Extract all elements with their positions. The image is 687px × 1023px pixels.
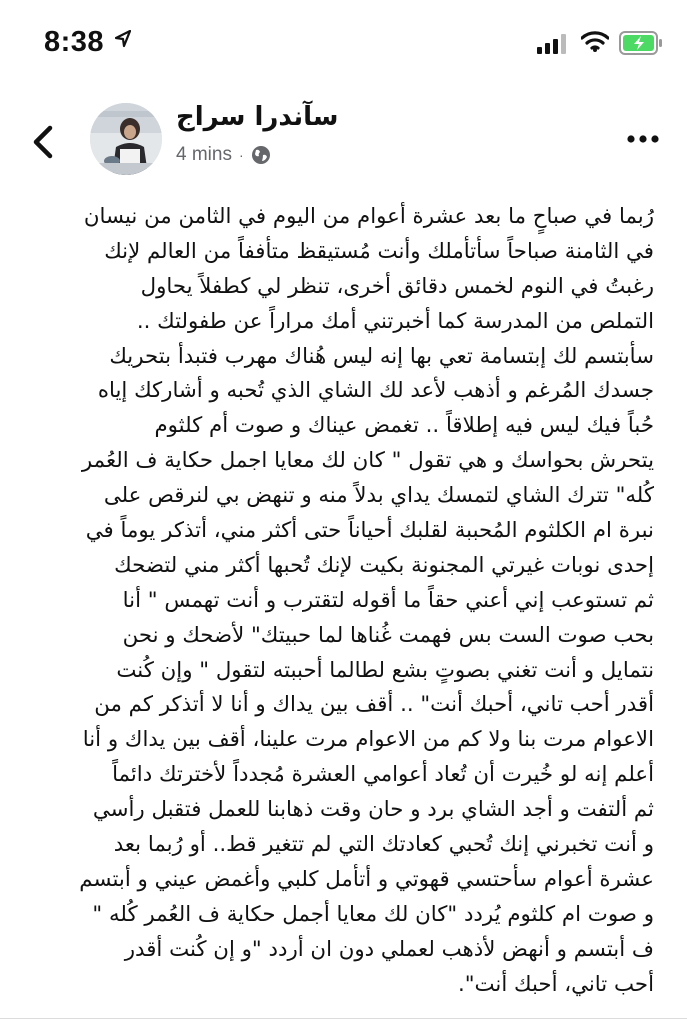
post-body	[40, 200, 654, 1002]
post-text-line: نبرة ام الكلثوم المُحببة لقلبك أحياناً حتى أكثر مني، أتذكر يوماً في	[85, 518, 654, 544]
more-options-icon[interactable]	[626, 132, 660, 146]
post-text-line: و أنت تخبرني إنك تُحبي كعادتك التي لم تتغير قط.. أو رُبما بعد	[113, 832, 654, 858]
post-text-line: رُبما في صباحٍ ما بعد عشرة أعوام من اليوم في الثامن من نيسان	[83, 204, 654, 229]
post-text-line: كُله" تترك الشاي لتمسك يداي بدلاً منه و تنهض بي لنرقص على	[103, 483, 654, 509]
post-text-line: بحب صوت الست بس فهمت غُناها لما حبيتك" لأضحك و نحن	[122, 622, 654, 648]
post-meta	[176, 144, 271, 166]
post-text-line: ثم ألتفت و أجد الشاي برد و حان وقت ذهابنا للعمل فتقبل رأسي	[92, 797, 654, 823]
profile-photo	[90, 103, 162, 175]
globe-icon	[251, 145, 271, 165]
post-text-line: في الثامنة صباحاً سأتأملك وأنت مُستيقظ متأففاً من العالم لإنك	[104, 238, 654, 264]
avatar[interactable]	[90, 103, 162, 175]
post-text-line: يتحرش بحواسك و هي تقول " كان لك معايا اجمل حكاية ف العُمر	[81, 448, 654, 474]
post-text-line: سأبتسم لك إبتسامة تعي بها إنه ليس هُناك مهرب فتبدأ بتحريك	[109, 343, 654, 369]
post-timestamp[interactable]: 4 mins	[176, 144, 232, 165]
post-text-line: أحب تاني، أحبك أنت".	[457, 971, 654, 997]
post-text-line: عشرة أعوام سأحتسي قهوتي و أتأمل كلبي وأغمض عيني و أبتسم	[79, 866, 654, 892]
post-text-line: حُباً فيك ليس فيه إطلاقاً .. تغمض عيناك و صوت أم كلثوم	[154, 413, 654, 439]
meta-separator: ·	[238, 147, 244, 163]
battery-charging-icon	[619, 31, 663, 55]
cellular-signal-icon	[537, 34, 569, 54]
post-text-line: إحدى نوبات غيرتي المجنونة بكيت لإنك تُحبها أكثر مني لتضحك	[114, 552, 654, 578]
back-chevron-icon[interactable]	[26, 122, 60, 162]
post-text-line: ثم تستوعب إني أعني حقاً ما أقوله لتقترب و أنت تهمس " أنا	[122, 587, 654, 613]
post-text-line: أعلم إنه لو خُيرت أن تُعاد أعوامي العشرة مُجدداً لأخترتك دائماً	[112, 762, 654, 788]
status-bar	[0, 0, 687, 86]
post-text-line: و صوت ام كلثوم يُردد "كان لك معايا أجمل حكاية ف العُمر كُله "	[92, 901, 654, 927]
post-text-line: نتمايل و أنت تغني بصوتٍ بشع لطالما أحببته لتقول " وإن كُنت	[116, 657, 654, 683]
post-text-line: التملص من المدرسة كما أخبرتني أمك مراراً عن طفولتك ..	[136, 308, 654, 334]
divider	[0, 1018, 687, 1019]
author-name[interactable]: سآندرا سراج	[176, 102, 339, 132]
post-text-line: رغبتُ في النوم لخمس دقائق أخرى، تنظر لي كطفلاً يحاول	[140, 273, 654, 299]
post-header	[0, 86, 687, 196]
post-text-line: أقدر أحب تاني، أحبك أنت" .. أقف بين يداك و أنا لا أتذكر كم من	[94, 692, 654, 718]
post-text-line: ف أبتسم و أنهض لأذهب لعملي دون ان أردد "و إن كُنت أقدر	[124, 936, 654, 962]
location-arrow-icon	[115, 30, 131, 48]
wifi-icon	[581, 30, 609, 52]
post-text-line: الاعوام مرت بنا ولا كم من الاعوام مرت علينا، أقف بين يداك و أنا	[82, 727, 654, 753]
status-time: 8:38	[44, 26, 105, 58]
post-text-line: جسدك المُرغم و أذهب لأعد لك الشاي الذي تُحبه و أشاركك إياه	[97, 378, 654, 404]
